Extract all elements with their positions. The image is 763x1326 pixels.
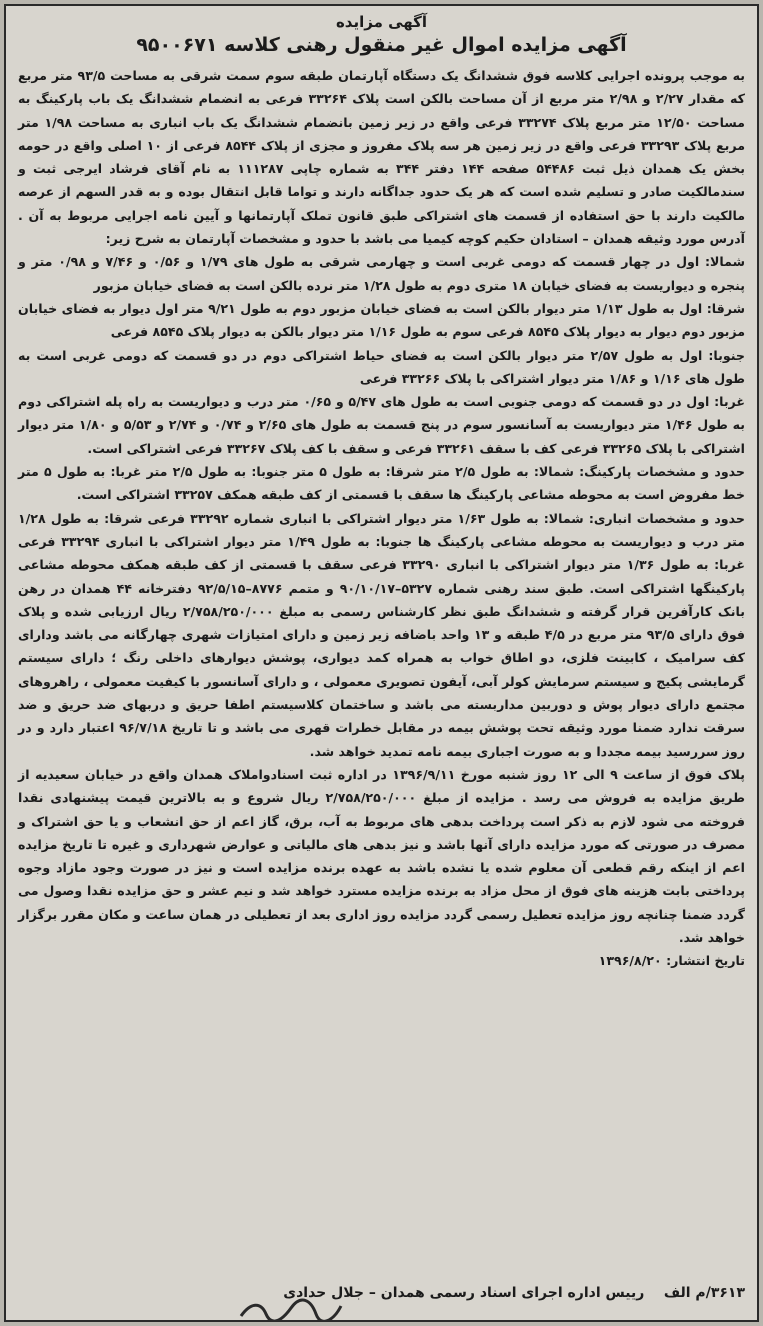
paragraph-auction-terms: پلاک فوق از ساعت ۹ الی ۱۲ روز شنبه مورخ ۱۳۹۶/۹/۱۱ در اداره ثبت اسنادواملاک همدان واقع در خیابان سعیدیه از طریق مزایده به فروش می رسد . مزایده از مبلغ ۲/۷۵۸/۲۵۰/۰۰۰ ریال شروع و به بالاترین قیمت پیشنهادی نقدا فروخته می شود لازم به ذکر است پرداخت بدهی های مربوط به آب، برق، گاز اعم از حق انشعاب و یا حق اشتراک و مصرف در صورتی که مورد مزایده دارای آنها باشد و نیز بدهی های مالیاتی و عوارض شهرداری و غیره تا تاریخ مزایده اعم از اینکه رقم قطعی آن معلوم شده یا نشده باشد به عهده برنده مزایده است و نیز در صورت وجود مازاد وجوه پرداختی بابت هزینه های فوق از محل مزاد به برنده مزایده مسترد خواهد شد و نیم عشر و حق مزایده نقدا وصول می گردد ضمنا چنانچه روز مزایده تعطیل رسمی گردد مزایده روز اداری بعد از تعطیلی در همان ساعت و مکان مقرر برگزار خواهد شد. <box>18 766 745 945</box>
notice-body <box>18 64 745 973</box>
publication-date: تاریخ انتشار: ۱۳۹۶/۸/۲۰ <box>598 953 745 969</box>
notice-header <box>6 6 757 58</box>
paragraph-north-boundary: شمالا: اول در چهار قسمت که دومی غربی است و چهارمی شرقی به طول های ۱/۷۹ و ۰/۵۶ و ۷/۴۶ و ۰/۹۸ متر و پنجره و دیواریست به فضای خیابان ۱۸ متری دوم به طول ۱/۲۸ متر نرده بالکن است به فضای خیابان مزبور <box>18 254 745 293</box>
newspaper-notice <box>4 4 759 1322</box>
paragraph-storage-specs: حدود و مشخصات انباری: شمالا: به طول ۱/۶۳ متر دیوار اشتراکی با انباری شماره ۳۳۲۹۲ فرعی شرقا: به طول ۱/۲۸ متر درب و دیواریست به محوطه مشاعی پارکینگ ها جنوبا: به طول ۱/۴۹ متر دیوار اشتراکی با انباری ۳۳۲۹۴ فرعی غربا: به طول ۱/۳۶ متر دیوار اشتراکی با انباری ۳۳۲۹۰ فرعی سقف با قسمتی از کف طبقه همکف محوطه مشاعی پارکینگها اشتراکی است. طبق سند رهنی شماره ۵۳۲۷–۹۰/۱۰/۱۷ و متمم ۸۷۷۶–۹۲/۵/۱۵ دفترخانه ۴۴ همدان در رهن بانک کارآفرین قرار گرفته و ششدانگ طبق نظر کارشناس رسمی به مبلغ ۲/۷۵۸/۲۵۰/۰۰۰ ریال ارزیابی شده و پلاک فوق دارای ۹۳/۵ متر مربع در ۴/۵ طبقه و ۱۳ واحد باضافه زیر زمین و دارای امتیازات شهری چهارگانه می باشد ودارای کف سرامیک ، کابینت فلزی، دو اطاق خواب به همراه کمد دیواری، پوشش دیوارهای داخلی رنگ ؛ دارای سیستم گرمایشی پکیج و سیستم سرمایش کولر آبی، آیفون تصویری معمولی ، و دارای آسانسور با کیفیت معمولی ، راهروهای مجتمع دارای دیوار پوش و دوربین مداربسته می باشد و ساختمان کلاسیستم اطفا حریق و دربهای ضد حریق و ضد سرقت ندارد ضمنا مورد وثیقه تحت پوشش بیمه در مقابل خطرات قهری می باشد و تا تاریخ ۹۶/۷/۱۸ اعتبار دارد و در روز سررسید بیمه مجددا و به صورت اجباری بیمه نامه تمدید خواهد شد. <box>18 510 745 759</box>
handwritten-mark-icon <box>236 1298 346 1322</box>
paragraph-east-boundary: شرقا: اول به طول ۱/۱۳ متر دیوار بالکن است به فضای خیابان مزبور دوم به طول ۹/۲۱ متر اول دیوار به فضای خیابان مزبور دوم دیوار به دیوار پلاک ۸۵۴۵ فرعی سوم به طول ۱/۱۶ متر دیوار بالکن به دیوار پلاک ۸۵۴۵ فرعی <box>18 300 745 340</box>
notice-code: ۳۶۱۳/م الف <box>663 1285 745 1301</box>
notice-title: آگهی مزایده <box>335 13 428 31</box>
paragraph-parking-specs: حدود و مشخصات پارکینگ: شمالا: به طول ۲/۵ متر شرقا: به طول ۵ متر جنوبا: به طول ۲/۵ متر غربا: به طول ۵ متر خط مفروض است به محوطه مشاعی پارکینگ ها سقف با قسمتی از کف طبقه همکف ۳۳۲۵۷ اشتراکی است. <box>18 464 745 503</box>
notice-footer <box>18 1282 745 1304</box>
signature-line: رییس اداره اجرای اسناد رسمی همدان – جلال حدادی <box>283 1285 645 1301</box>
paragraph-west-boundary: غربا: اول در دو قسمت که دومی جنوبی است به طول های ۵/۴۷ و ۰/۶۵ متر درب و دیواریست به راه پله اشتراکی دوم به طول ۱/۴۶ متر دیواریست به آسانسور سوم در پنج قسمت به طول های ۲/۶۵ و ۰/۷۴ و ۲/۷۴ و ۵/۵۳ و ۱/۸۰ متر دیوار اشتراکی با پلاک ۳۳۲۶۵ فرعی کف با سقف ۳۳۲۶۱ فرعی و سقف با کف پلاک ۳۳۲۶۷ فرعی اشتراکی است. <box>18 394 746 456</box>
paragraph-property-description: به موجب پرونده اجرایی کلاسه فوق ششدانگ یک دستگاه آپارتمان طبقه سوم سمت شرقی به مساحت ۹۳/۵ متر مربع که مقدار ۲/۲۷ و ۲/۹۸ متر مربع از آن مساحت بالکن است پلاک ۳۳۲۶۴ فرعی به انضمام ششدانگ یک باب پارکینگ به مساحت ۱۲/۵۰ متر مربع پلاک ۳۳۲۷۴ فرعی واقع در زیر زمین بانضمام ششدانگ یک باب انباری به مساحت ۱/۹۸ متر مربع پلاک ۳۳۲۹۳ فرعی واقع در زیر زمین هر سه پلاک مفروز و مجزی از پلاک ۸۵۴۴ فرعی از ۱۰ اصلی واقع در حومه بخش یک همدان ذیل ثبت ۵۴۴۸۶ صفحه ۱۴۴ دفتر ۳۴۴ به شماره چاپی ۱۱۱۲۸۷ به نام آقای فرشاد ایرجی ثبت و سندمالکیت صادر و تسلیم شده است که هر یک حدود جداگانه دارند و تواما قابل انتقال بوده و به قدر السهم از عرصه مالکیت دارند با حق استفاده از قسمت های اشتراکی طبق قانون تملک آپارتمانها و آیین نامه اجرایی مربوط به آن . آدرس مورد وثیقه همدان – استادان حکیم کوچه کیمیا می باشد با حدود و مشخصات آپارتمان به شرح زیر: <box>18 68 746 247</box>
notice-subtitle: آگهی مزایده اموال غیر منقول رهنی کلاسه ۹۵۰۰۶۷۱ <box>136 34 627 56</box>
paragraph-south-boundary: جنوبا: اول به طول ۲/۵۷ متر دیوار بالکن است به فضای حیاط اشتراکی دوم در دو قسمت که دومی غربی است به طول های ۱/۱۶ و ۱/۸۶ متر دیوار اشتراکی با پلاک ۳۳۲۶۶ فرعی <box>18 347 745 386</box>
